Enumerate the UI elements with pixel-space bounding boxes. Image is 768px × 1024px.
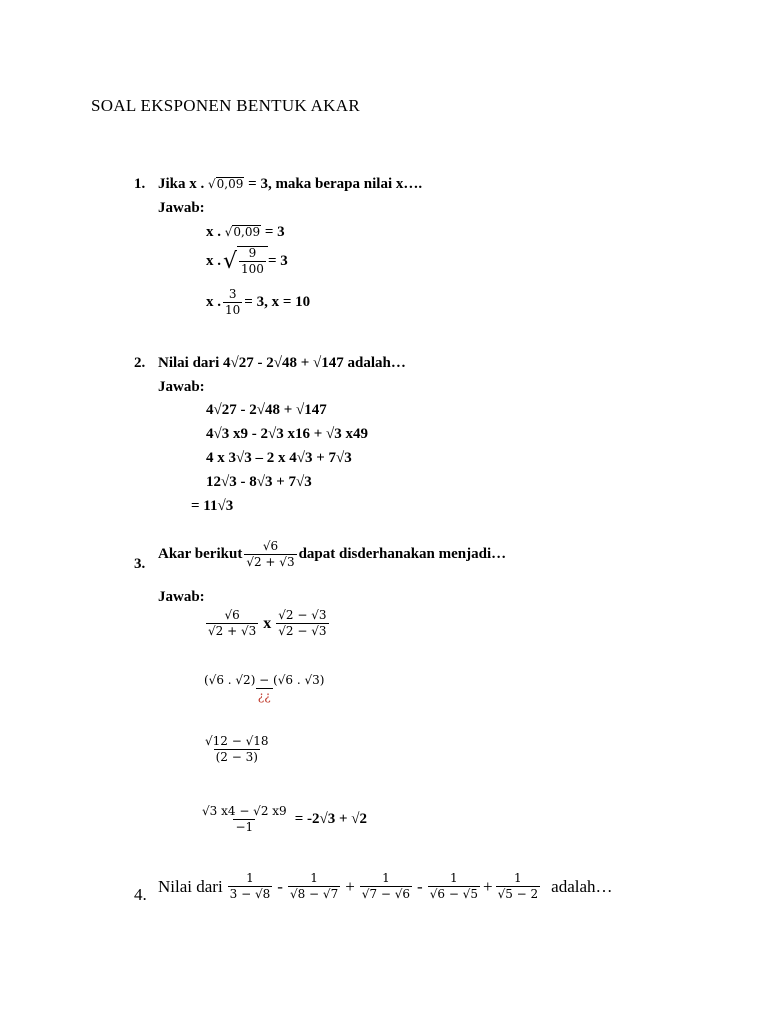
q3-number: 3. [134,556,146,572]
q2-text: Nilai dari 4√27 - 2√48 + √147 adalah… [158,355,406,371]
q2-result: = 11√3 [191,498,234,514]
q3-step-1: $\frac{√6}{√2 + √3}$ x $\frac{√2 - √3}{√2 - √3}$ [208,608,327,639]
q2-jawab-label: Jawab: [158,379,205,395]
page-title: SOAL EKSPONEN BENTUK AKAR [91,96,360,115]
q2-step-4: 12√3 - 8√3 + 7√3 [206,474,312,490]
q1-number: 1. [134,176,146,192]
q3-step-3: $\frac{√12 - √18}{(2 - 3)}$ [205,734,269,765]
q1-step-3: x . $\frac{3}{10}$ = 3, x = 10 [206,287,311,318]
q3-text: Akar berikut $\frac{√6}{√2 + √3}$ dapat disderhanakan menjadi… [158,539,507,570]
q4-text: Nilai dari $\frac{1}{3 - √8}$ - $\frac{1}{√8 - √7}$ + $\frac{1}{√7 - √6}$ - $\frac{1}{√6 - √5}$ + $\frac{1}{√5 - 2}$ adalah… [158,871,613,902]
q2-step-1: 4√27 - 2√48 + √147 [206,402,327,418]
q3-step-2: $\frac{(√6 . √2) - (√6 . √3)}{¿¿}$ [204,673,325,704]
q2-step-3: 4 x 3√3 – 2 x 4√3 + 7√3 [206,450,352,466]
q2-step-2: 4√3 x9 - 2√3 x16 + √3 x49 [206,426,368,442]
q1-step-1: x . √0,09 = 3 [206,224,285,240]
q3-step-4: $\frac{√3 x4 - √2 x9}{-1}$ = -2√3 + √2 [202,804,367,835]
q1-text: Jika x . √0,09 = 3, maka berapa nilai x…. [158,176,423,192]
q1-step-2: x . √ $\frac{9}{100}$ = 3 [206,246,288,277]
q1-jawab-label: Jawab: [158,200,205,216]
q3-jawab-label: Jawab: [158,589,205,605]
q2-number: 2. [134,355,146,371]
q4-number: 4. [134,885,147,904]
